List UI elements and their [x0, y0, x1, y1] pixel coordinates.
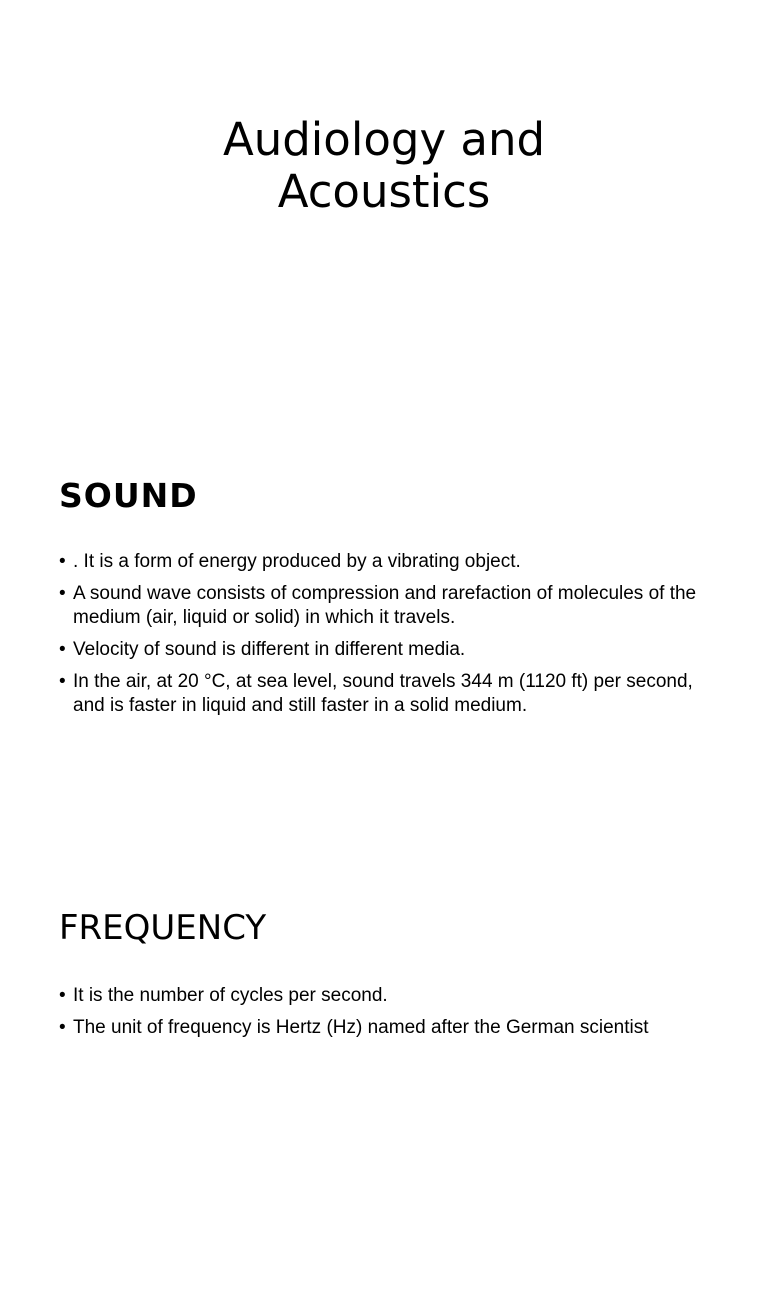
bullet-item	[59, 984, 719, 1008]
bullet-text: It is the number of cycles per second.	[73, 985, 388, 1006]
bullet-icon: •	[59, 985, 66, 1006]
bullet-text: The unit of frequency is Hertz (Hz) named after the German scientist	[73, 1017, 649, 1038]
bullet-icon: •	[59, 671, 66, 692]
title-line-2: Acoustics	[277, 165, 491, 218]
title-slide	[0, 0, 768, 432]
frequency-heading: FREQUENCY	[59, 908, 267, 948]
sound-slide	[0, 432, 768, 864]
bullet-item	[59, 1016, 719, 1040]
sound-heading: SOUND	[59, 476, 198, 515]
frequency-slide	[0, 864, 768, 1296]
bullet-text: In the air, at 20 °C, at sea level, sound travels 344 m (1120 ft) per second, and is faster in liquid and still faster in a solid medium.	[73, 671, 693, 716]
sound-bullet-list	[59, 550, 719, 726]
bullet-item	[59, 550, 719, 574]
bullet-icon: •	[59, 1017, 66, 1038]
presentation-title	[0, 114, 768, 218]
bullet-text: Velocity of sound is different in different media.	[73, 639, 466, 660]
bullet-icon: •	[59, 551, 66, 572]
bullet-text: . It is a form of energy produced by a vibrating object.	[73, 551, 521, 572]
bullet-item	[59, 638, 719, 662]
bullet-item	[59, 582, 719, 630]
bullet-text: A sound wave consists of compression and rarefaction of molecules of the medium (air, liquid or solid) in which it travels.	[73, 583, 697, 628]
frequency-bullet-list	[59, 984, 719, 1048]
title-line-1: Audiology and	[222, 113, 546, 166]
bullet-icon: •	[59, 583, 66, 604]
bullet-item	[59, 670, 719, 718]
bullet-icon: •	[59, 639, 66, 660]
